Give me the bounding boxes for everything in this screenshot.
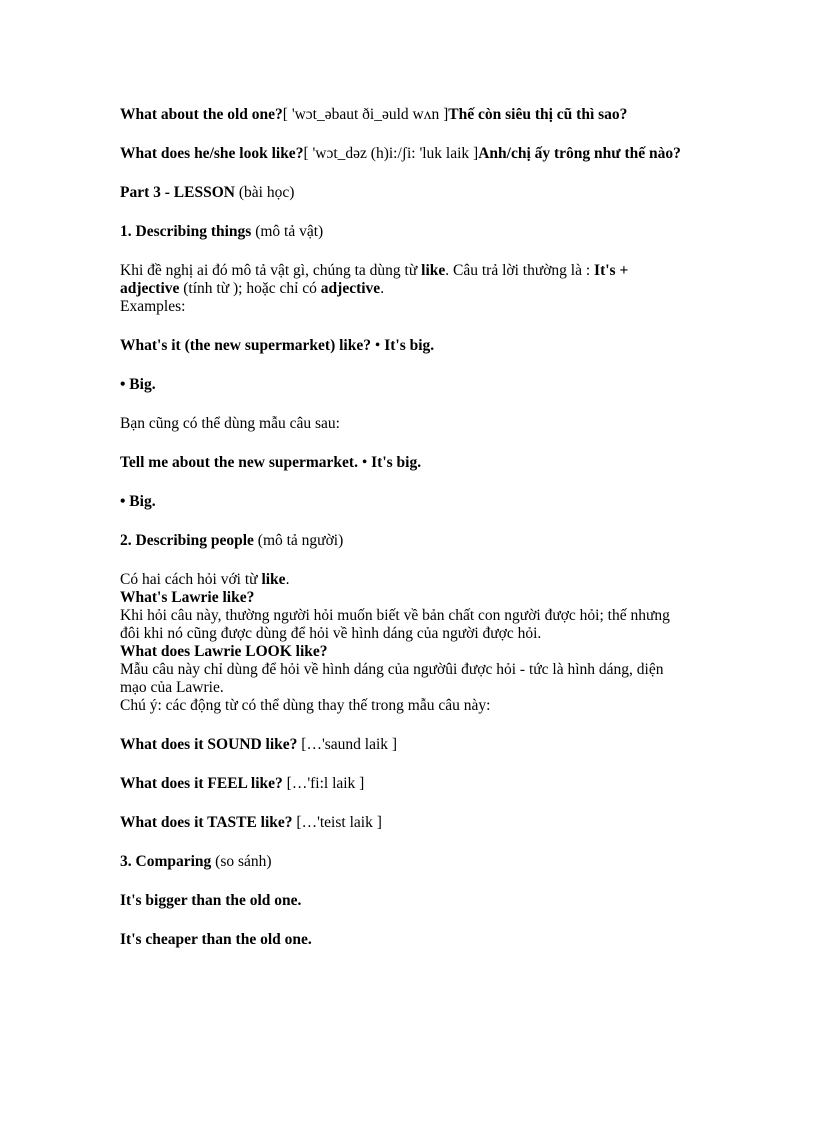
section1-description bbox=[120, 262, 690, 298]
example-1-short bbox=[120, 376, 690, 394]
question-lawrie-description: Khi hỏi câu này, thường người hỏi muốn biết về bản chất con người được hỏi; thế nhưng đôi khi nó cũng được dùng để hỏi về hình dáng của người được hỏi. bbox=[120, 607, 670, 642]
example-answer-short: • Big. bbox=[120, 493, 156, 510]
example-question: Tell me about the new supermarket. bbox=[120, 454, 358, 471]
note: Chú ý: các động từ có thể dùng thay thế trong mẫu câu này: bbox=[120, 697, 491, 714]
phonetic: [ 'wɔt_əbaut ði_əuld wʌn ] bbox=[282, 106, 449, 123]
question-look-description: Mẫu câu này chỉ dùng để hỏi về hình dáng của ngườûi được hỏi - tức là hình dáng, diện mạo của Lawrie. bbox=[120, 661, 664, 696]
verb-feel bbox=[120, 775, 690, 793]
part3-title: Part 3 - LESSON bbox=[120, 184, 235, 201]
text: . Câu trả lời thường là : bbox=[445, 262, 595, 279]
verb-question: What does it TASTE like? bbox=[120, 814, 293, 831]
example-answer: It's big. bbox=[384, 337, 435, 354]
part3-heading bbox=[120, 184, 690, 202]
verb-sound bbox=[120, 736, 690, 754]
translation-bold: Thế còn siêu thị cũ thì sao? bbox=[448, 106, 628, 123]
compare-sentence: It's cheaper than the old one. bbox=[120, 931, 312, 948]
section3-heading bbox=[120, 853, 690, 871]
phonetic: […'fi:l laik ] bbox=[282, 775, 365, 792]
phrase-bold: What does he/she look like? bbox=[120, 145, 304, 162]
bullet: • bbox=[357, 454, 372, 471]
translation-bold: Anh/chị ấy trông như thế nào? bbox=[478, 145, 681, 162]
example-answer-short: • Big. bbox=[120, 376, 156, 393]
example-answer: It's big. bbox=[371, 454, 422, 471]
section1-heading bbox=[120, 223, 690, 241]
verb-taste bbox=[120, 814, 690, 832]
section2-heading bbox=[120, 532, 690, 550]
example-2-short bbox=[120, 493, 690, 511]
verb-question: What does it FEEL like? bbox=[120, 775, 283, 792]
section1-note: (mô tả vật) bbox=[251, 223, 324, 240]
section3-note: (so sánh) bbox=[211, 853, 272, 870]
example-1 bbox=[120, 337, 690, 355]
section3-title: 3. Comparing bbox=[120, 853, 212, 870]
compare-1 bbox=[120, 892, 690, 910]
phonetic: […'teist laik ] bbox=[292, 814, 382, 831]
section2-two-ways bbox=[120, 571, 690, 589]
question-look bbox=[120, 643, 690, 661]
document-body bbox=[120, 106, 690, 949]
keyword-like: like bbox=[421, 262, 446, 279]
text: Khi đề nghị ai đó mô tả vật gì, chúng ta dùng từ bbox=[120, 262, 422, 279]
section2-title: 2. Describing people bbox=[120, 532, 254, 549]
alternative-intro: Bạn cũng có thể dùng mẫu câu sau: bbox=[120, 415, 340, 432]
question-lawrie bbox=[120, 589, 690, 607]
line-look-like bbox=[120, 145, 690, 163]
section2-note: (mô tả người) bbox=[253, 532, 344, 549]
bullet: • bbox=[371, 337, 385, 354]
keyword-like: like bbox=[261, 571, 286, 588]
part3-note: (bài học) bbox=[234, 184, 295, 201]
keyword-its-adjective: It's + adjective bbox=[120, 262, 629, 297]
text: . bbox=[285, 571, 290, 588]
text: . bbox=[380, 280, 385, 297]
section1-title: 1. Describing things bbox=[120, 223, 252, 240]
phonetic: [ 'wɔt_dəz (h)i:/ʃi: 'luk laik ] bbox=[303, 145, 479, 162]
question-bold: What does Lawrie LOOK like? bbox=[120, 643, 328, 660]
examples-label: Examples: bbox=[120, 298, 186, 315]
text: Có hai cách hỏi với từ bbox=[120, 571, 262, 588]
text: (tính từ ); hoặc chỉ có bbox=[179, 280, 321, 297]
example-question: What's it (the new supermarket) like? bbox=[120, 337, 371, 354]
question-bold: What's Lawrie like? bbox=[120, 589, 255, 606]
example-2 bbox=[120, 454, 690, 472]
compare-sentence: It's bigger than the old one. bbox=[120, 892, 302, 909]
line-old-one bbox=[120, 106, 690, 124]
verb-question: What does it SOUND like? bbox=[120, 736, 298, 753]
phrase-bold: What about the old one? bbox=[120, 106, 283, 123]
keyword-adjective: adjective bbox=[320, 280, 381, 297]
phonetic: […'saund laik ] bbox=[297, 736, 398, 753]
compare-2 bbox=[120, 931, 690, 949]
